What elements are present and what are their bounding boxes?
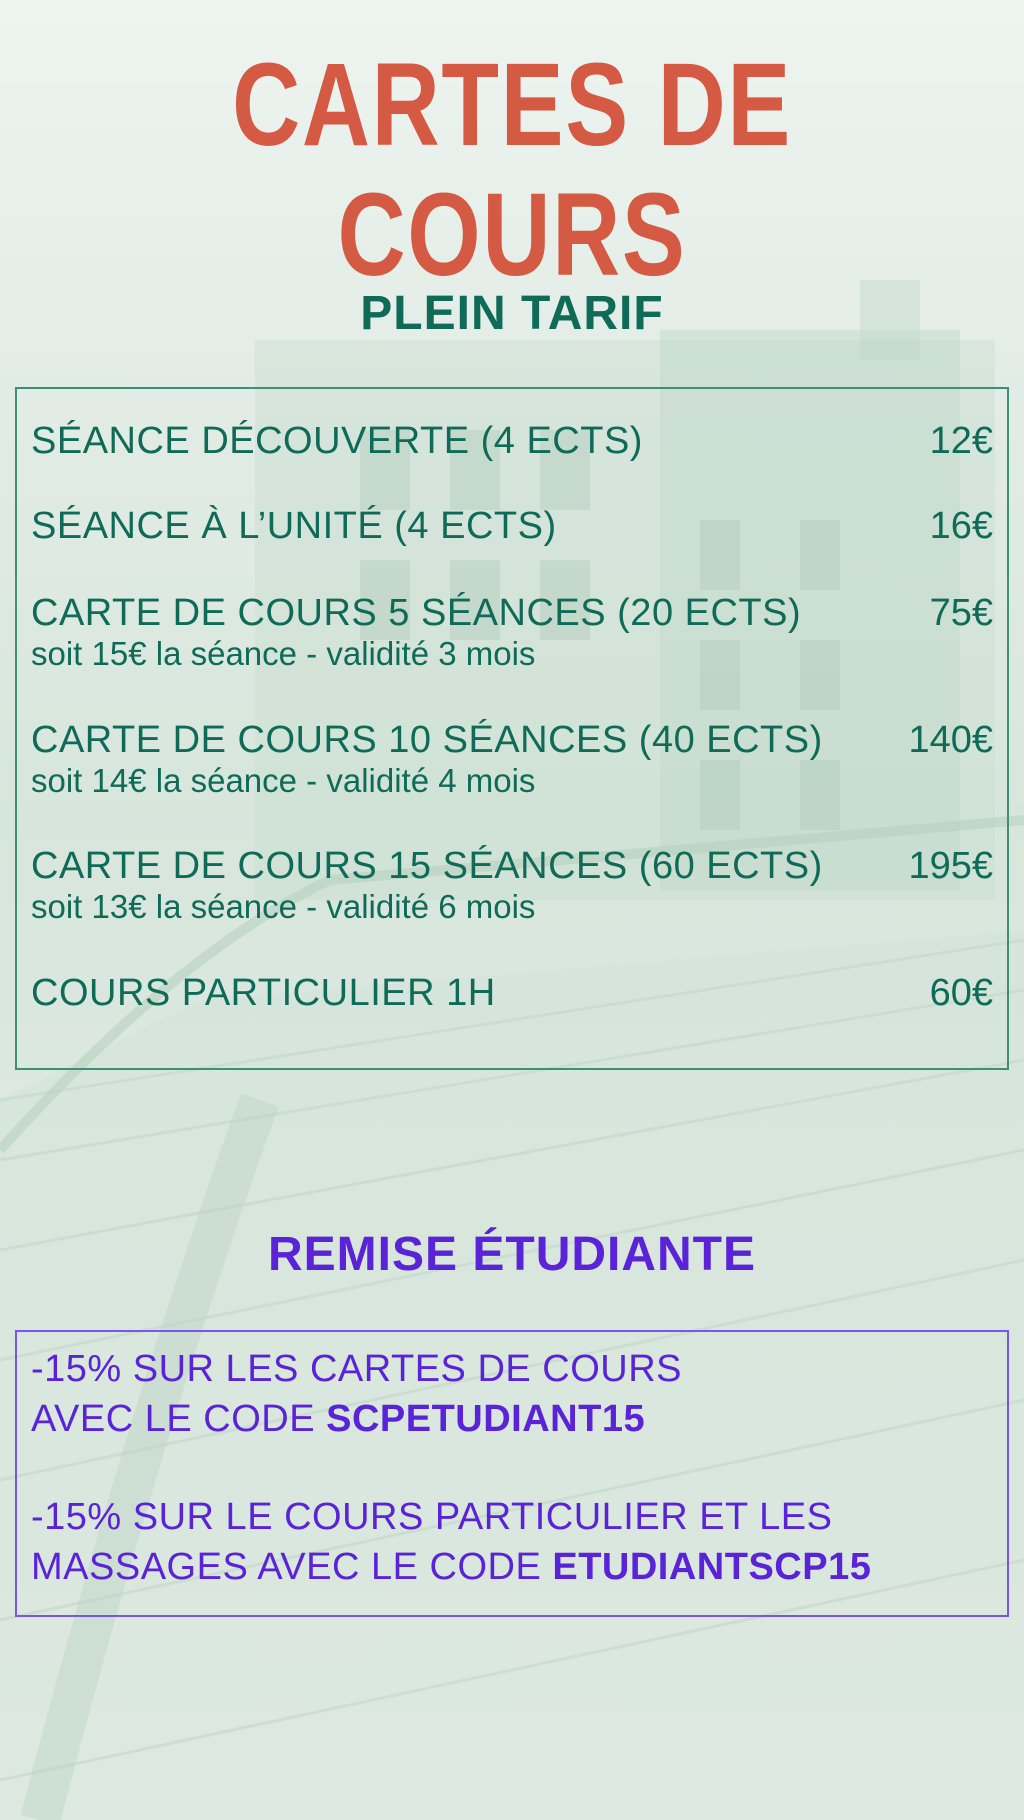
student-discount-heading: REMISE ÉTUDIANTE <box>267 1228 757 1281</box>
page-title: CARTES DE COURS <box>232 39 792 301</box>
price-row-detail: soit 13€ la séance - validité 6 mois <box>31 888 536 925</box>
price-row-price: 12€ <box>929 420 993 462</box>
price-row-label: CARTE DE COURS 15 SÉANCES (60 ECTS) <box>31 845 823 887</box>
price-row-price: 75€ <box>929 592 993 634</box>
price-row-label: CARTE DE COURS 5 SÉANCES (20 ECTS) <box>31 592 802 634</box>
promo-code: ETUDIANTSCP15 <box>552 1546 872 1588</box>
price-row-price: 16€ <box>929 505 993 547</box>
discount-offer-line1: -15% SUR LE COURS PARTICULIER ET LES <box>31 1496 833 1538</box>
price-row <box>31 971 993 1015</box>
price-row <box>31 718 993 800</box>
price-row-price: 195€ <box>908 845 993 887</box>
full-price-list <box>15 387 1009 1070</box>
discount-offer-prefix: MASSAGES AVEC LE CODE <box>31 1546 553 1588</box>
discount-offer-prefix: AVEC LE CODE <box>31 1398 327 1440</box>
price-row-price: 60€ <box>929 972 993 1014</box>
price-row-label: CARTE DE COURS 10 SÉANCES (40 ECTS) <box>31 719 823 761</box>
price-row <box>31 591 993 673</box>
price-row-detail: soit 14€ la séance - validité 4 mois <box>31 762 536 799</box>
promo-code: SCPETUDIANT15 <box>326 1398 646 1440</box>
full-price-heading: PLEIN TARIF <box>360 287 664 340</box>
price-row-label: SÉANCE DÉCOUVERTE (4 ECTS) <box>31 420 643 462</box>
price-row <box>31 844 993 926</box>
price-row-price: 140€ <box>908 719 993 761</box>
price-row <box>31 419 993 463</box>
discount-offer-line2 <box>31 1394 993 1444</box>
student-discount-box <box>15 1330 1009 1617</box>
discount-offer <box>31 1492 993 1592</box>
price-row-label: COURS PARTICULIER 1H <box>31 972 496 1014</box>
price-row-label: SÉANCE À L’UNITÉ (4 ECTS) <box>31 505 557 547</box>
discount-offer <box>31 1344 993 1444</box>
price-row-detail: soit 15€ la séance - validité 3 mois <box>31 635 536 672</box>
discount-offer-line1: -15% SUR LES CARTES DE COURS <box>31 1348 683 1390</box>
price-row <box>31 504 993 548</box>
discount-offer-line2 <box>31 1542 993 1592</box>
